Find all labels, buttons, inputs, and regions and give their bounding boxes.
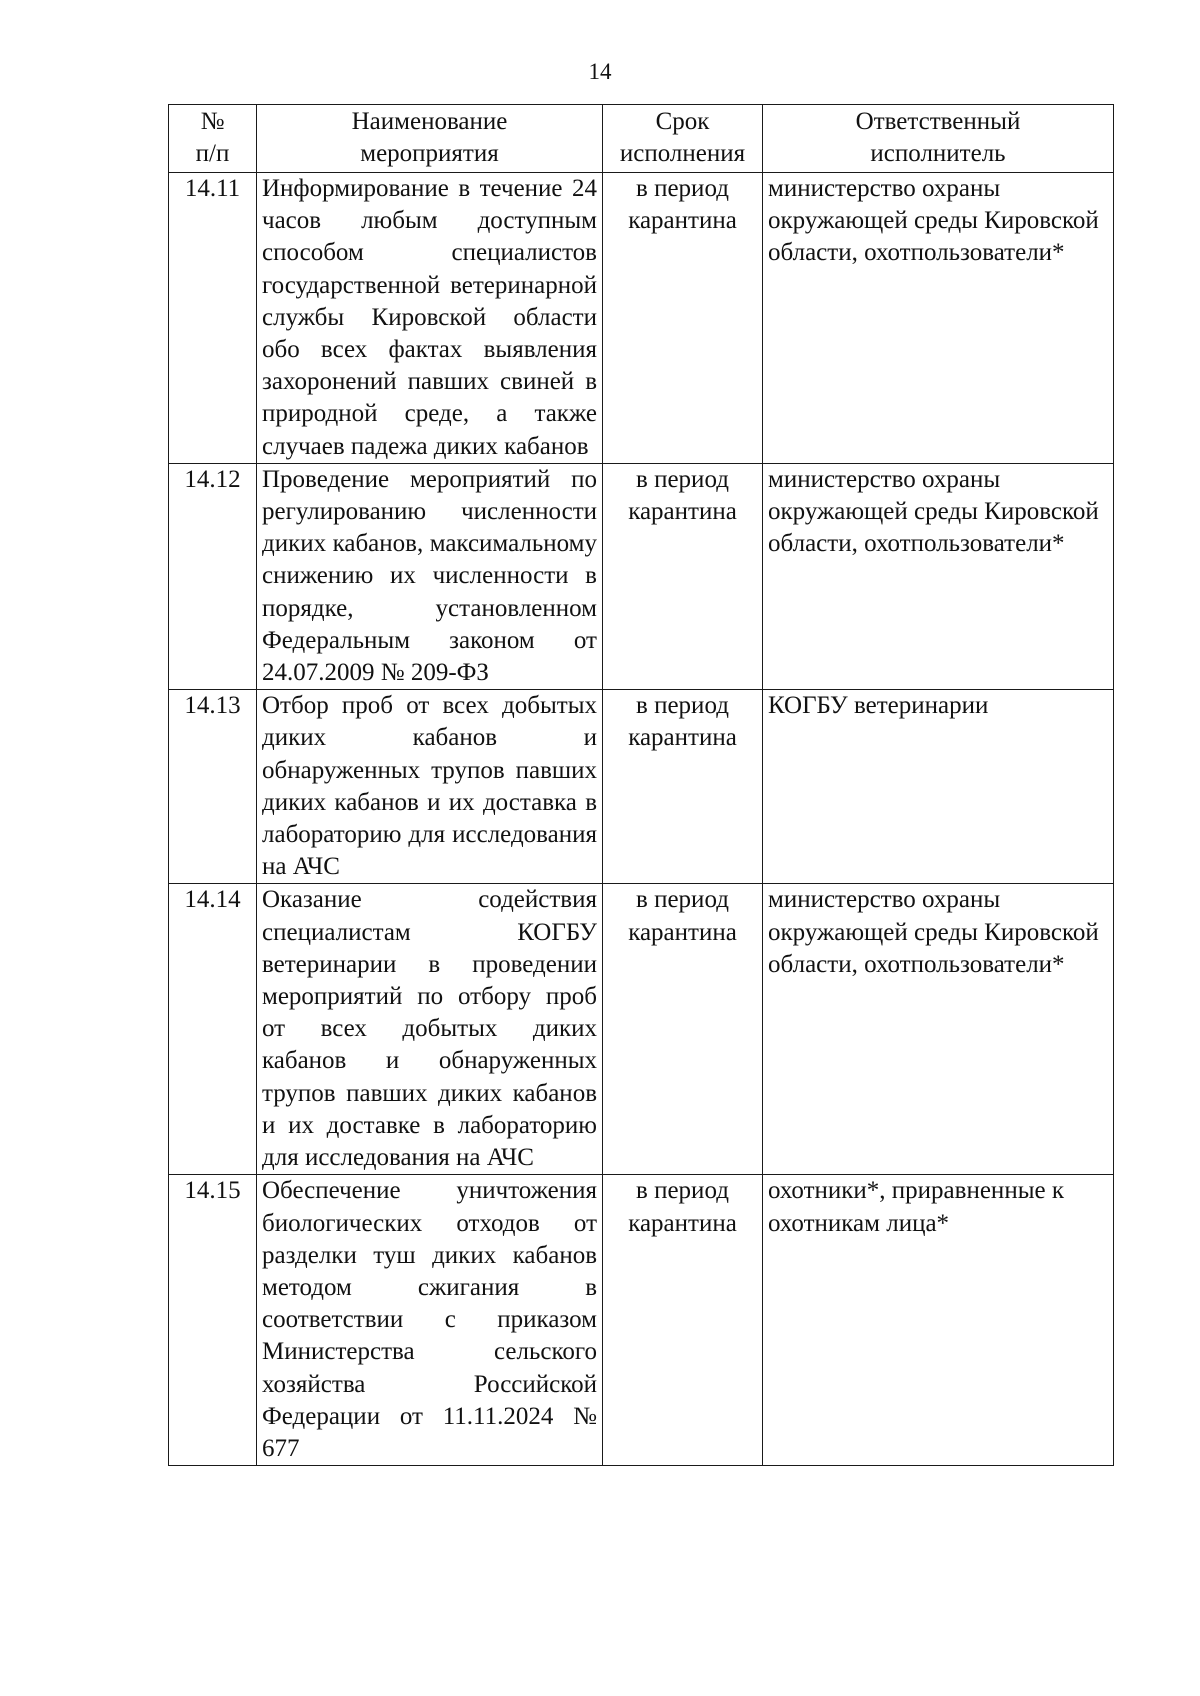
table-row [169,1175,1114,1466]
header-num [169,105,257,173]
responsible-executor: министерство охраны окружающей среды Кировской области, охотпользователи* [763,463,1114,689]
execution-term [603,173,763,464]
header-responsible-line: Ответственный [855,108,1021,135]
term-line: в период [636,175,729,202]
header-name-line: Наименование [351,108,508,135]
row-number: 14.11 [169,173,257,464]
header-num-line: п/п [195,140,230,168]
measures-table [168,104,1114,1466]
term-line: карантина [628,918,737,946]
measure-name: Обеспечение уничтожения биологических отходов от разделки туш диких кабанов методом сжигания в соответствии с приказом Министерства сельского хозяйства Российской Федерации от 11.11.2024 № 677 [257,1175,603,1466]
row-number: 14.12 [169,463,257,689]
row-number: 14.15 [169,1175,257,1466]
table-row [169,884,1114,1175]
term-line: в период [636,1177,729,1205]
execution-term [603,1175,763,1466]
responsible-executor: министерство охраны окружающей среды Кировской области, охотпользователи* [763,173,1114,464]
measure-name: Оказание содействия специалистам КОГБУ ветеринарии в проведении мероприятий по отбору проб от всех добытых диких кабанов и обнаруженных трупов павших диких кабанов и их доставке в лабораторию для исследования на АЧС [257,884,603,1175]
table-row [169,463,1114,689]
term-line: карантина [628,724,737,752]
term-line: карантина [628,207,737,235]
header-responsible [763,105,1114,173]
table-row [169,173,1114,464]
execution-term [603,884,763,1175]
row-number: 14.13 [169,690,257,884]
measure-name: Информирование в течение 24 часов любым доступным способом специалистов государственной ветеринарной службы Кировской области обо всех фактах выявления захоронений павших свиней в природной среде, а также случаев падежа диких кабанов [257,173,603,464]
responsible-executor: КОГБУ ветеринарии [763,690,1114,884]
term-line: карантина [628,1209,737,1237]
term-line: в период [636,692,729,720]
header-term [603,105,763,173]
table-row [169,690,1114,884]
header-term-line: исполнения [619,140,746,168]
execution-term [603,463,763,689]
responsible-executor: охотники*, приравненные к охотникам лица* [763,1175,1114,1466]
row-number: 14.14 [169,884,257,1175]
responsible-executor: министерство охраны окружающей среды Кировской области, охотпользователи* [763,884,1114,1175]
term-line: в период [636,886,729,914]
header-name [257,105,603,173]
execution-term [603,690,763,884]
term-line: карантина [628,498,737,526]
measure-name: Отбор проб от всех добытых диких кабанов и обнаруженных трупов павших диких кабанов и их доставка в лабораторию для исследования на АЧС [257,690,603,884]
measure-name: Проведение мероприятий по регулированию численности диких кабанов, максимальному снижению их численности в порядке, установленном Федеральным законом от 24.07.2009 № 209-ФЗ [257,463,603,689]
header-term-line: Срок [655,108,710,135]
table-header-row [169,105,1114,173]
header-num-line: № [200,108,225,135]
page-number: 14 [588,59,612,84]
header-name-line: мероприятия [360,140,499,168]
term-line: в период [636,465,729,493]
header-responsible-line: исполнитель [870,140,1006,168]
